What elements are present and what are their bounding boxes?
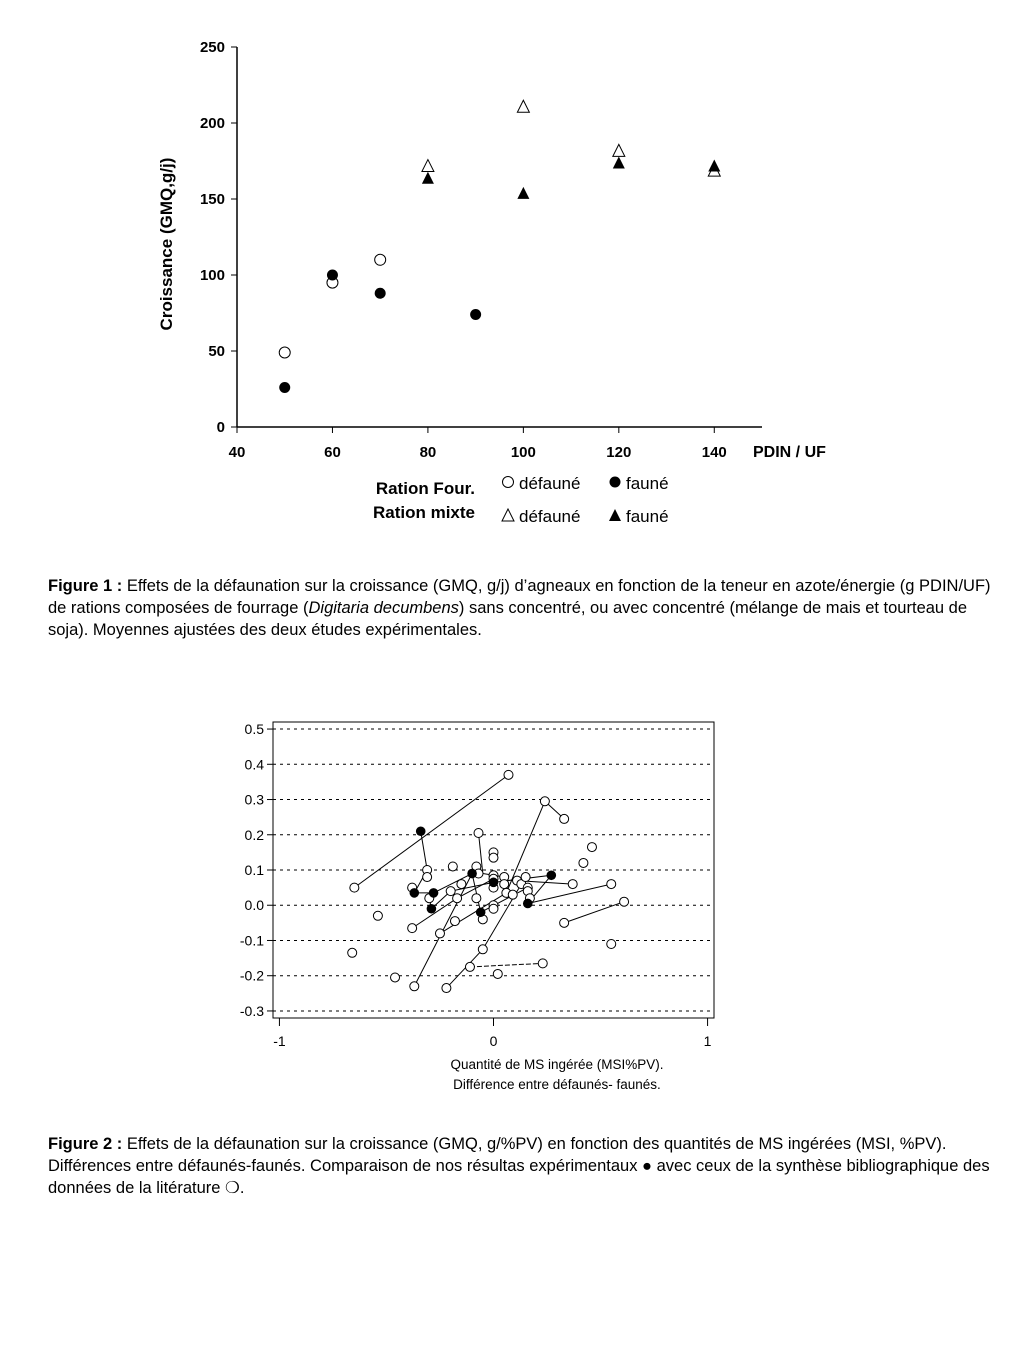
figure2-point-open-circle (448, 862, 457, 871)
figure2-point-filled-circle (467, 869, 477, 879)
figure2-y-tick-label: 0.0 (244, 897, 264, 914)
figure1-caption-text-1: Effets de la défaunation sur la croissance (GMQ, g/j) d’agneaux en fonction de la teneur en azote/énergie (g PDIN/UF) de rations composées de fourrage ( (48, 577, 991, 617)
figure2-point-open-circle (453, 894, 462, 903)
figure2-point-filled-circle (427, 904, 437, 914)
legend-row1-defaune: défauné (519, 474, 581, 493)
figure2-connection-line (412, 898, 457, 928)
figure2-point-open-circle (435, 929, 444, 938)
figure2-point-open-circle (478, 945, 487, 954)
figure2-point-open-circle (450, 917, 459, 926)
figure2-point-open-circle (489, 904, 498, 913)
figure2-point-open-circle (607, 940, 616, 949)
figure2-point-open-circle (474, 829, 483, 838)
figure1-point-filled-circle (327, 270, 338, 281)
figure1-point-filled-circle (375, 288, 386, 299)
figure1-y-tick-label: 50 (208, 343, 225, 360)
legend-row1-faune: fauné (626, 474, 669, 493)
figure1-caption (48, 575, 993, 641)
figure2-ticks (240, 721, 712, 1049)
legend-open-triangle-icon (502, 509, 514, 521)
figure2-point-open-circle (540, 797, 549, 806)
figure1-x-tick-label: 80 (419, 444, 437, 461)
figure1-point-filled-circle (279, 382, 290, 393)
figure2-caption-text-1: Effets de la défaunation sur la croissance (GMQ, g/%PV) en fonction des quantités de MS ingérées (MSI, %PV). Différences entre défaunés-faunés. Comparaison de nos résultas expérimentaux (48, 1135, 947, 1175)
figure1-y-tick-label: 0 (216, 419, 225, 436)
figure2-point-filled-circle (547, 870, 557, 880)
figure1-y-tick-label: 150 (199, 191, 225, 208)
figure2-caption-label: Figure 2 : (48, 1135, 123, 1153)
figure1-y-tick-label: 100 (199, 267, 225, 284)
figure2-y-tick-label: 0.5 (244, 721, 264, 738)
figure2-point-open-circle (587, 843, 596, 852)
figure1-y-tick-label: 200 (199, 115, 225, 132)
figure2-point-filled-circle (409, 888, 419, 898)
caption-open-circle-icon: ❍ (225, 1179, 240, 1197)
figure2-point-open-circle (348, 948, 357, 957)
figure1-x-axis-label: PDIN / UF (753, 444, 826, 461)
figure2-point-open-circle (472, 894, 481, 903)
figure2-point-open-circle (457, 880, 466, 889)
figure2-point-open-circle (560, 918, 569, 927)
figure2-point-open-circle (410, 982, 419, 991)
figure1-point-filled-triangle (708, 160, 720, 172)
figure2-point-filled-circle (489, 878, 499, 888)
figure2-caption (48, 1133, 993, 1199)
figure2-point-open-circle (350, 883, 359, 892)
figure2-point-open-circle (500, 880, 509, 889)
figure1-point-filled-circle (470, 309, 481, 320)
figure1-x-tick-label: 60 (324, 444, 341, 461)
figure2-x-tick-label: 1 (703, 1033, 712, 1049)
legend-row2-faune: fauné (626, 507, 669, 526)
figure1-x-tick-label: 140 (701, 444, 727, 461)
figure2-connection-line (564, 902, 624, 923)
figure2-connection-line (446, 949, 482, 988)
figure2-y-tick-label: -0.3 (239, 1002, 264, 1019)
legend-open-circle-icon (503, 477, 514, 488)
figure1-point-open-circle (375, 254, 386, 265)
figure2-point-open-circle (560, 814, 569, 823)
figure1-x-tick-label: 100 (510, 444, 536, 461)
figure2-caption-text-2: avec ceux de la synthèse bibliographique des données de la litérature (48, 1157, 990, 1197)
figure1-caption-species: Digitaria decumbens (308, 599, 459, 617)
figure2-point-open-circle (446, 887, 455, 896)
figure2-point-open-circle (465, 962, 474, 971)
figure1-point-open-triangle (613, 144, 625, 156)
figure2-point-filled-circle (416, 826, 426, 836)
figure1-caption-text-2: ) sans concentré, ou avec concentré (mélange de mais et tourteau de soja). Moyennes ajustées des deux études expérimentales. (48, 599, 968, 639)
figure2-point-filled-circle (476, 907, 486, 917)
figure2-point-open-circle (579, 858, 588, 867)
figure1-caption-label: Figure 1 : (48, 577, 123, 595)
figure2-point-filled-circle (523, 899, 533, 909)
figure2-point-open-circle (489, 853, 498, 862)
figure1-axes (237, 47, 762, 427)
figure2-x-axis-label-line2: Différence entre défaunés- faunés. (453, 1077, 661, 1092)
figure2-y-tick-label: -0.1 (239, 932, 264, 949)
figure1-x-tick-label: 40 (228, 444, 246, 461)
figure2-point-filled-circle (429, 888, 439, 898)
figure1-legend (373, 474, 669, 526)
figure2-point-open-circle (493, 969, 502, 978)
legend-filled-triangle-icon (609, 509, 621, 521)
figure2-point-open-circle (391, 973, 400, 982)
figure2-connection-line (470, 963, 543, 967)
figure2-point-open-circle (504, 770, 513, 779)
figure1-x-tick-label: 120 (606, 444, 632, 461)
figure2-grid (273, 729, 714, 1011)
figure2-chart (0, 700, 1024, 1100)
caption-filled-circle-icon: ● (642, 1157, 653, 1175)
figure2-point-open-circle (620, 897, 629, 906)
figure2-point-open-circle (538, 959, 547, 968)
figure2-x-axis-label-line1: Quantité de MS ingérée (MSI%PV). (450, 1057, 664, 1072)
figure1-point-filled-triangle (613, 157, 625, 169)
figure2-point-open-circle (373, 911, 382, 920)
figure2-y-tick-label: 0.4 (244, 756, 264, 773)
figure1-point-filled-triangle (517, 187, 529, 199)
figure1-chart (0, 0, 1024, 540)
legend-row1-label: Ration Four. (375, 479, 475, 498)
figure1-y-tick-label: 250 (199, 39, 225, 56)
legend-filled-circle-icon (610, 477, 621, 488)
figure1-point-open-circle (279, 347, 290, 358)
figure2-point-open-circle (408, 924, 417, 933)
figure2-connection-line (472, 874, 481, 913)
figure2-y-tick-label: 0.2 (244, 826, 264, 843)
figure2-caption-end: . (239, 1179, 245, 1197)
figure2-point-open-circle (442, 984, 451, 993)
figure2-point-open-circle (521, 873, 530, 882)
figure2-point-open-circle (568, 880, 577, 889)
figure1-y-axis-label: Croissance (GMQ,g/j) (157, 157, 176, 331)
figure2-x-tick-label: 0 (489, 1033, 498, 1049)
figure1-point-filled-triangle (422, 172, 434, 184)
figure2-x-tick-label: -1 (273, 1033, 286, 1049)
figure1-ticks (200, 39, 727, 461)
figure1-points (279, 100, 720, 393)
figure2-y-tick-label: -0.2 (239, 967, 264, 984)
legend-row2-label: Ration mixte (372, 503, 475, 522)
figure1-point-open-triangle (517, 100, 529, 112)
figure2-point-open-circle (423, 873, 432, 882)
figure2-point-open-circle (607, 880, 616, 889)
figure2-point-open-circle (508, 890, 517, 899)
figure2-y-tick-label: 0.1 (244, 862, 264, 878)
legend-row2-defaune: défauné (519, 507, 581, 526)
figure2-y-tick-label: 0.3 (244, 791, 264, 808)
figure1-point-open-triangle (422, 160, 434, 172)
